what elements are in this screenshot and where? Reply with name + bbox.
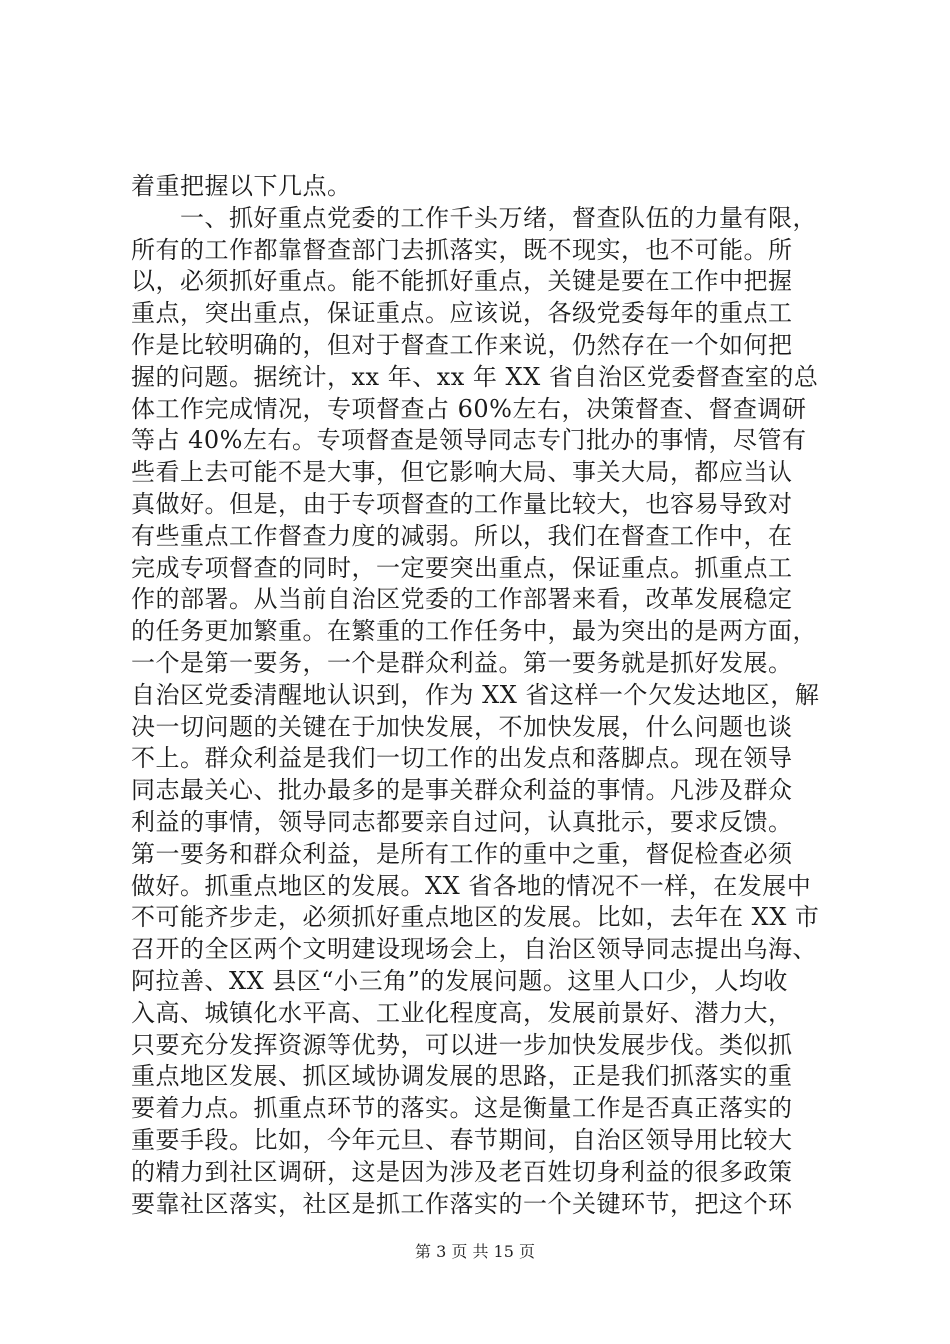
text-line: 一、抓好重点党委的工作千头万绪，督查队伍的力量有限， [131,203,817,232]
body-text [131,171,831,1220]
text-line: 等占 40%左右。专项督查是领导同志专门批办的事情，尽管有 [131,426,807,455]
text-line: 利益的事情，领导同志都要亲自过问，认真批示，要求反馈。 [131,807,793,836]
text-line: 体工作完成情况，专项督查占 60%左右，决策督查、督查调研 [131,394,807,423]
text-line: 些看上去可能不是大事，但它影响大局、事关大局，都应当认 [131,458,793,487]
text-line: 真做好。但是，由于专项督查的工作量比较大，也容易导致对 [131,489,793,518]
text-line: 做好。抓重点地区的发展。XX 省各地的情况不一样，在发展中 [131,871,812,900]
text-line: 一个是第一要务，一个是群众利益。第一要务就是抓好发展。 [131,648,793,677]
text-line: 要着力点。抓重点环节的落实。这是衡量工作是否真正落实的 [131,1094,793,1123]
page-footer: 第 3 页 共 15 页 [415,1242,535,1261]
text-line: 入高、城镇化水平高、工业化程度高，发展前景好、潜力大， [131,998,793,1027]
text-line: 握的问题。据统计，xx 年、xx 年 XX 省自治区党委督查室的总 [131,362,819,391]
text-line: 决一切问题的关键在于加快发展，不加快发展，什么问题也谈 [131,712,793,741]
text-line: 自治区党委清醒地认识到，作为 XX 省这样一个欠发达地区，解 [131,680,820,709]
text-line: 以，必须抓好重点。能不能抓好重点，关键是要在工作中把握 [131,267,793,296]
text-line: 的任务更加繁重。在繁重的工作任务中，最为突出的是两方面， [131,617,817,646]
text-line: 不可能齐步走，必须抓好重点地区的发展。比如，去年在 XX 市 [131,903,820,932]
text-line: 不上。群众利益是我们一切工作的出发点和落脚点。现在领导 [131,744,793,773]
text-line: 着重把握以下几点。 [131,172,352,200]
text-line: 完成专项督查的同时，一定要突出重点，保证重点。抓重点工 [131,553,793,582]
text-line: 的精力到社区调研，这是因为涉及老百姓切身利益的很多政策 [131,1157,793,1186]
text-line: 同志最关心、批办最多的是事关群众利益的事情。凡涉及群众 [131,776,793,805]
text-line: 重点地区发展、抓区域协调发展的思路，正是我们抓落实的重 [131,1062,793,1091]
text-line: 要靠社区落实，社区是抓工作落实的一个关键环节，把这个环 [131,1189,793,1218]
text-line: 只要充分发挥资源等优势，可以进一步加快发展步伐。类似抓 [131,1030,793,1059]
text-line: 有些重点工作督查力度的减弱。所以，我们在督查工作中，在 [131,521,793,550]
text-line: 作是比较明确的，但对于督查工作来说，仍然存在一个如何把 [131,330,793,359]
text-line: 重要手段。比如，今年元旦、春节期间，自治区领导用比较大 [131,1125,793,1154]
text-line: 召开的全区两个文明建设现场会上，自治区领导同志提出乌海、 [131,935,817,964]
text-line: 重点，突出重点，保证重点。应该说，各级党委每年的重点工 [131,299,793,328]
text-line: 所有的工作都靠督查部门去抓落实，既不现实，也不可能。所 [131,235,793,264]
text-line: 第一要务和群众利益，是所有工作的重中之重，督促检查必须 [131,839,793,868]
text-line: 阿拉善、XX 县区“小三角”的发展问题。这里人口少，人均收 [131,966,788,995]
text-line: 作的部署。从当前自治区党委的工作部署来看，改革发展稳定 [131,585,793,614]
